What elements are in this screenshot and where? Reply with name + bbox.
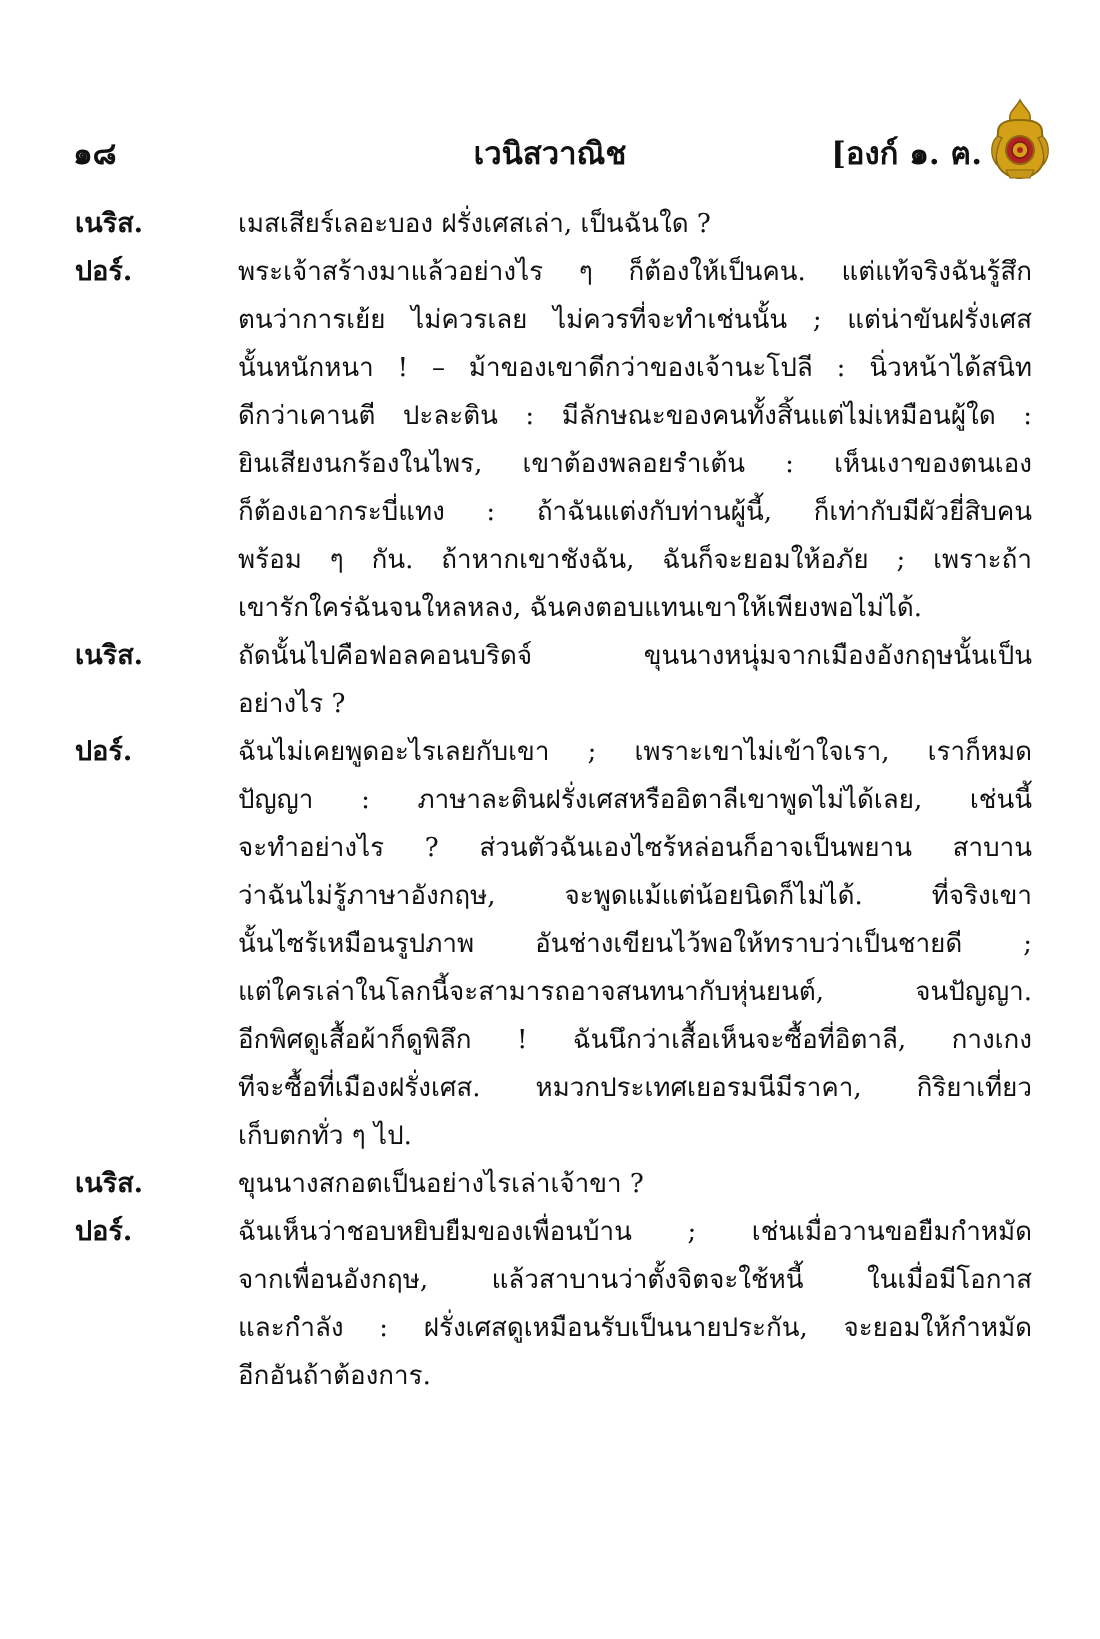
speaker-name: เนริส. (75, 1168, 144, 1199)
book-title: เวนิสวาณิช (473, 136, 627, 172)
speaker-name: เนริส. (75, 208, 144, 239)
dialogue (0, 200, 1100, 1400)
speech-block (0, 200, 1100, 248)
speech-block (0, 728, 1100, 1160)
speech-block (0, 1208, 1100, 1400)
speaker-name: ปอร์. (75, 1216, 133, 1247)
emblem-base-icon (1006, 170, 1034, 178)
act-scene-reference: [องก์ ๑. ฅ. (831, 136, 982, 172)
text-line: นั้นหนักหนา ! – ม้าของเขาดีกว่าของเจ้านะโปลี : นิ่วหน้าได้สนิท (238, 353, 1032, 383)
speech-text (238, 200, 1032, 248)
speech-text (238, 1160, 1032, 1208)
text-line: อีกพิศดูเสื้อผ้าก็ดูพิลึก ! ฉันนึกว่าเสื้อเห็นจะซื้อที่อิตาลี, กางเกง (238, 1025, 1032, 1055)
text-line: ยินเสียงนกร้องในไพร, เขาต้องพลอยรำเต้น : เห็นเงาของตนเอง (238, 449, 1032, 479)
speech-text (238, 1208, 1032, 1400)
text-line: ฉันไม่เคยพูดอะไรเลยกับเขา ; เพราะเขาไม่เข้าใจเรา, เราก็หมด (238, 737, 1032, 767)
text-line: เขารักใคร่ฉันจนใหลหลง, ฉันคงตอบแทนเขาให้เพียงพอไม่ได้. (238, 593, 923, 623)
emblem-core-icon (1017, 147, 1023, 153)
text-line: ฉันเห็นว่าชอบหยิบยืมของเพื่อนบ้าน ; เช่นเมื่อวานขอยืมกำหมัด (238, 1217, 1032, 1247)
text-line: ถัดนั้นไปคือฟอลคอนบริดจ์ ขุนนางหนุ่มจากเมืองอังกฤษนั้นเป็น (238, 641, 1032, 671)
text-line: นั้นไซร้เหมือนรูปภาพ อันช่างเขียนไว้พอให้ทราบว่าเป็นชายดี ; (238, 929, 1032, 959)
speech-block (0, 1160, 1100, 1208)
text-line: แต่ใครเล่าในโลกนี้จะสามารถอาจสนทนากับหุ่นยนต์, จนปัญญา. (238, 977, 1032, 1007)
text-line: อีกอันถ้าต้องการ. (238, 1361, 431, 1391)
speech-block (0, 632, 1100, 728)
speech-text (238, 248, 1032, 632)
text-line: จากเพื่อนอังกฤษ, แล้วสาบานว่าตั้งจิตจะใช้หนี้ ในเมื่อมีโอกาส (238, 1265, 1032, 1295)
text-line: ว่าฉันไม่รู้ภาษาอังกฤษ, จะพูดแม้แต่น้อยนิดก็ไม่ได้. ที่จริงเขา (238, 881, 1032, 911)
text-line: และกำลัง : ฝรั่งเศสดูเหมือนรับเป็นนายประกัน, จะยอมให้กำหมัด (238, 1313, 1032, 1343)
page-header (0, 120, 1100, 176)
text-line: ดีกว่าเคานตี ปะละติน : มีลักษณะของคนทั้งสิ้นแต่ไม่เหมือนผู้ใด : (238, 401, 1032, 431)
speaker-name: เนริส. (75, 640, 144, 671)
speech-text (238, 632, 1032, 728)
text-line: เมสเสียร์เลอะบอง ฝรั่งเศสเล่า, เป็นฉันใด ? (238, 209, 711, 239)
text-line: ขุนนางสกอตเป็นอย่างไรเล่าเจ้าขา ? (238, 1169, 644, 1199)
text-line: ตนว่าการเย้ย ไม่ควรเลย ไม่ควรที่จะทำเช่นนั้น ; แต่น่าขันฝรั่งเศส (238, 305, 1032, 335)
text-line: จะทำอย่างไร ? ส่วนตัวฉันเองไซร้หล่อนก็อาจเป็นพยาน สาบาน (238, 833, 1032, 863)
text-line: พระเจ้าสร้างมาแล้วอย่างไร ๆ ก็ต้องให้เป็นคน. แต่แท้จริงฉันรู้สึก (238, 257, 1032, 287)
text-line: อย่างไร ? (238, 689, 346, 719)
text-line: พร้อม ๆ กัน. ถ้าหากเขาชังฉัน, ฉันก็จะยอมให้อภัย ; เพราะถ้า (238, 545, 1032, 575)
text-line: เก็บตกทั่ว ๆ ไป. (238, 1121, 412, 1151)
text-line: ทีจะซื้อที่เมืองฝรั่งเศส. หมวกประเทศเยอรมนีมีราคา, กิริยาเที่ยว (238, 1073, 1032, 1103)
speaker-name: ปอร์. (75, 256, 133, 287)
speech-block (0, 248, 1100, 632)
speaker-name: ปอร์. (75, 736, 133, 767)
page-number: ๑๘ (73, 136, 117, 172)
text-line: ปัญญา : ภาษาละตินฝรั่งเศสหรืออิตาลีเขาพูดไม่ได้เลย, เช่นนี้ (238, 785, 1032, 815)
speech-text (238, 728, 1032, 1160)
text-line: ก็ต้องเอากระบี่แทง : ถ้าฉันแต่งกับท่านผู้นี้, ก็เท่ากับมีผัวยี่สิบคน (238, 497, 1032, 527)
royal-emblem-icon (988, 98, 1052, 182)
